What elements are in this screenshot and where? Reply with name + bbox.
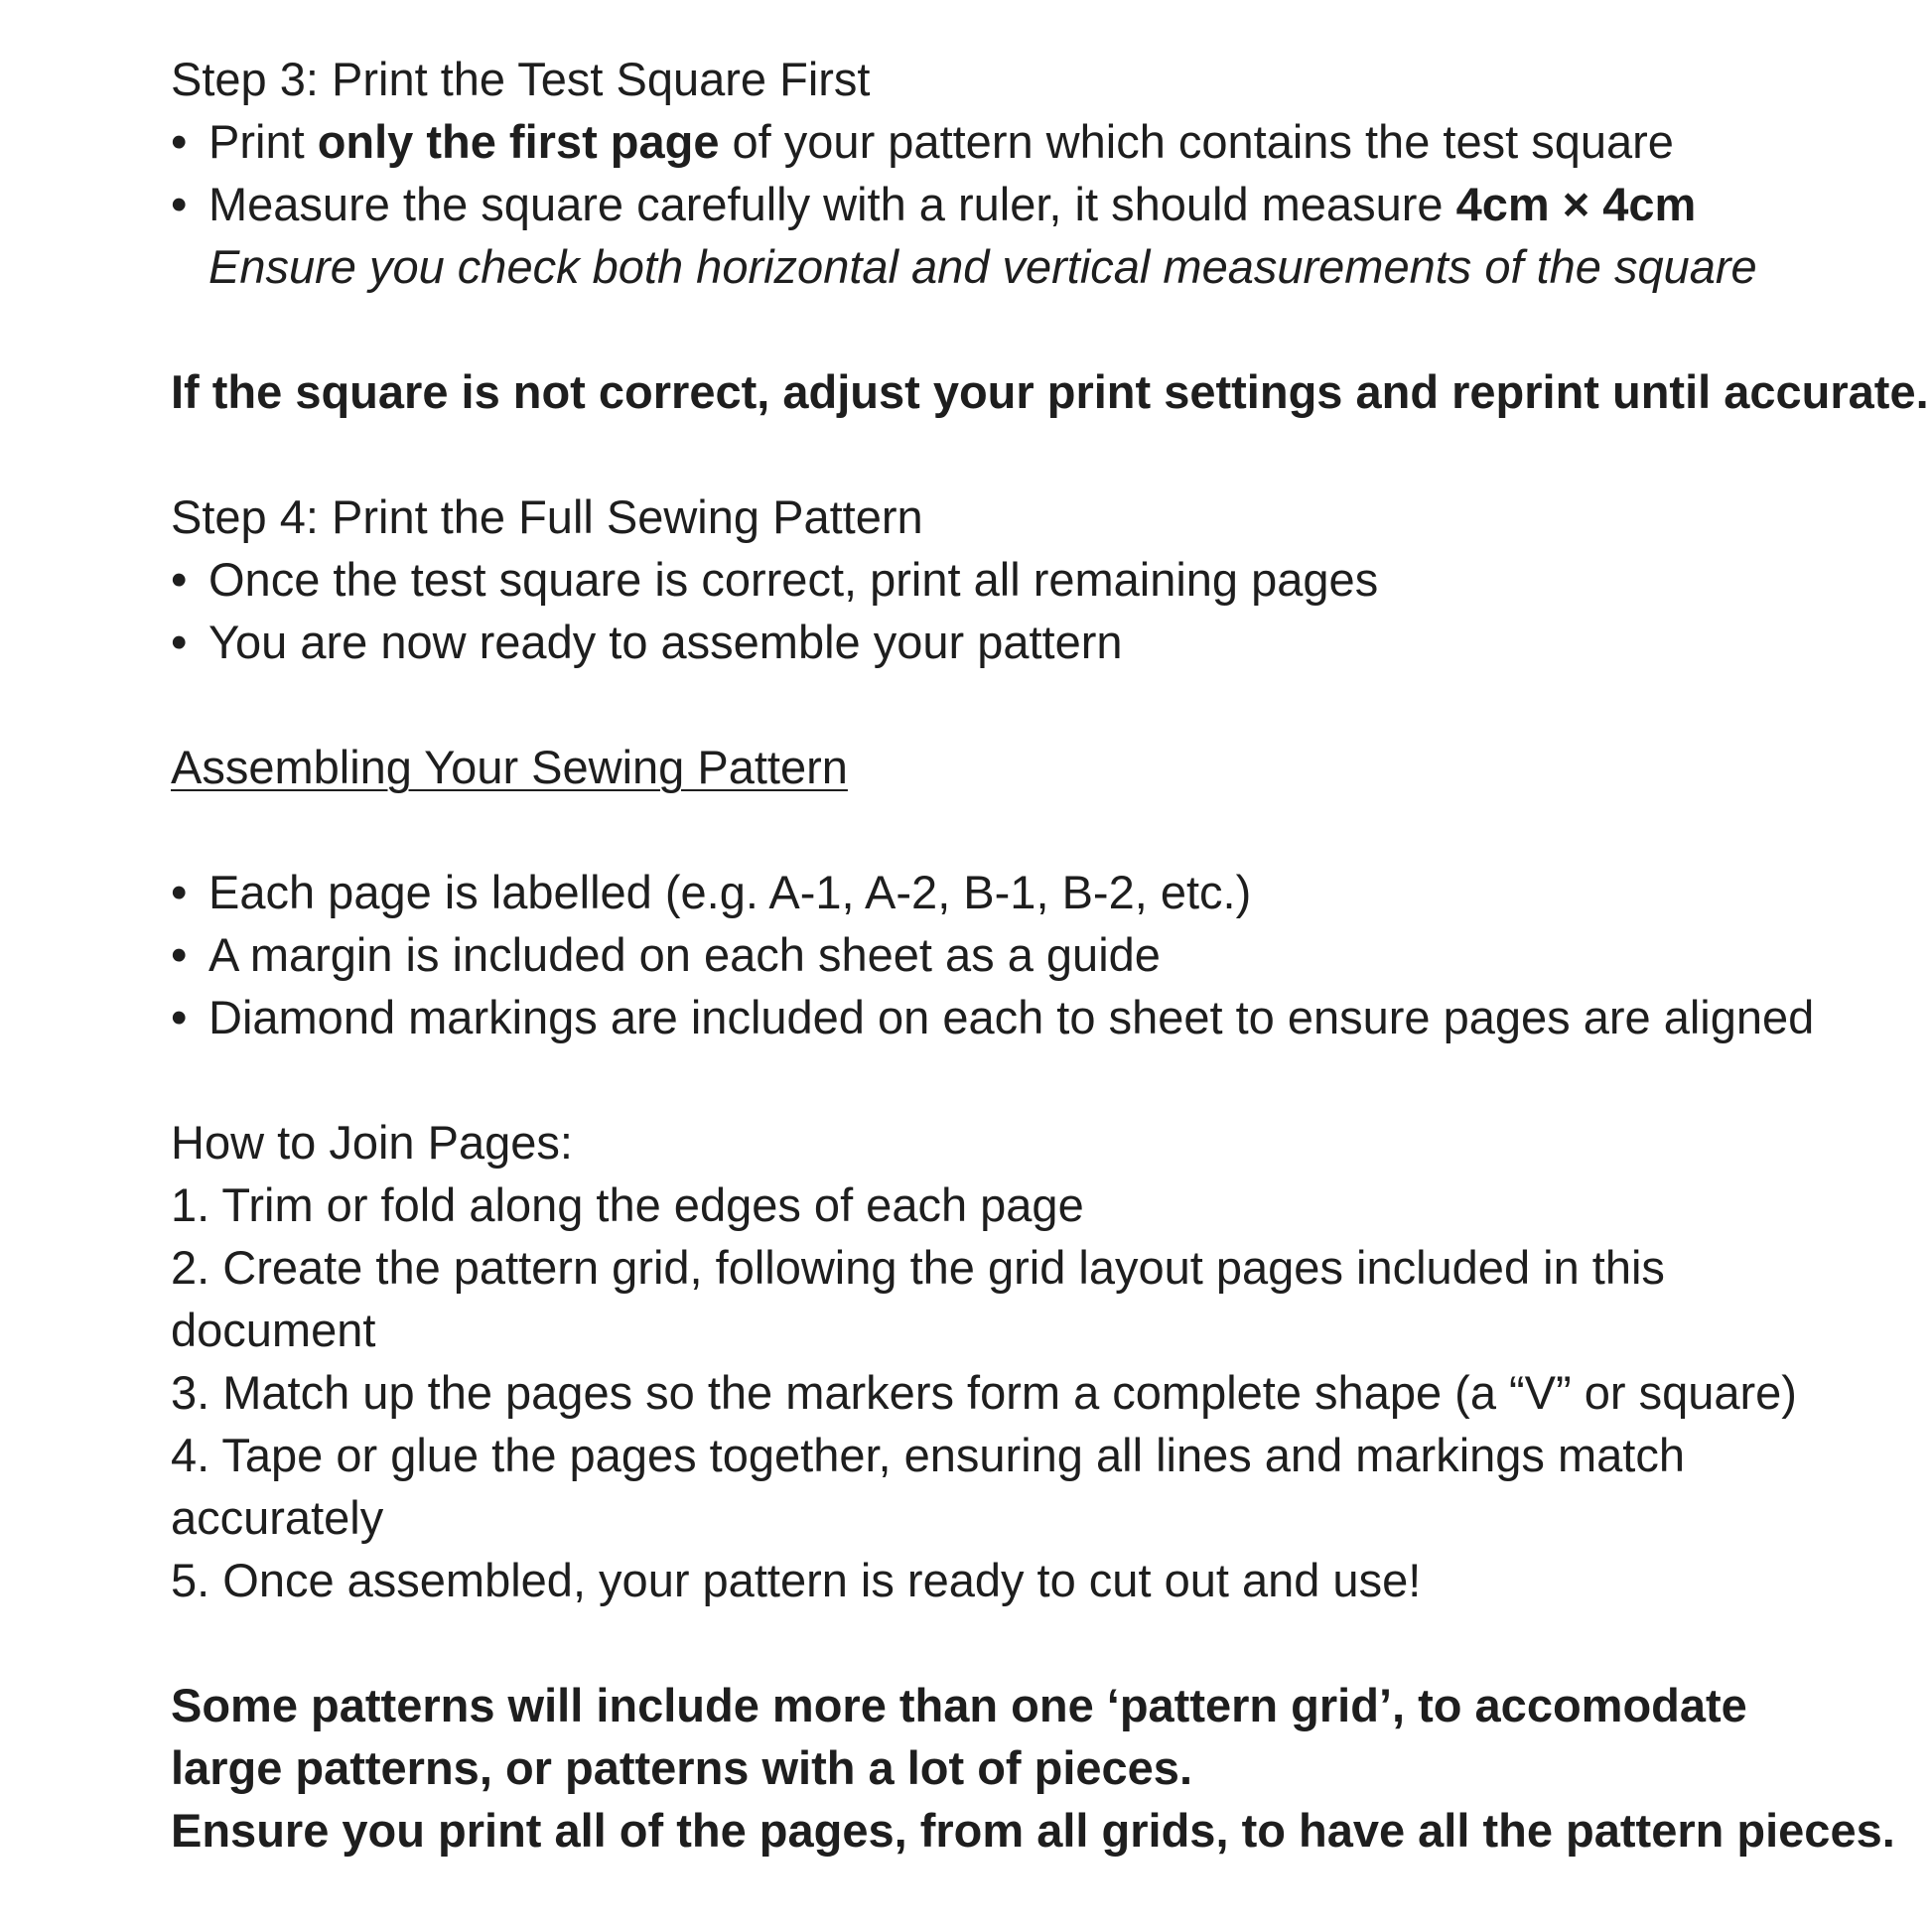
list-item: [171, 173, 1898, 235]
bullet-icon: •: [171, 991, 188, 1043]
step3-bullet2-pre: Measure the square carefully with a ruler, it should measure: [208, 178, 1456, 230]
bullet-icon: •: [171, 928, 188, 981]
instructions-document: [171, 48, 1929, 1862]
list-item: [171, 986, 1898, 1048]
step3-bullet1-post: of your pattern which contains the test square: [719, 115, 1674, 168]
join-step-4: 4. Tape or glue the pages together, ensuring all lines and markings match accurately: [171, 1429, 1685, 1544]
step3-bullet1-bold: only the first page: [317, 115, 720, 168]
list-item: [171, 611, 1898, 673]
join-step-1: 1. Trim or fold along the edges of each page: [171, 1178, 1084, 1231]
spacer: [171, 798, 1898, 861]
footer-note-print-all: Ensure you print all of the pages, from all grids, to have all the pattern pieces.: [171, 1804, 1895, 1857]
step3-warning: If the square is not correct, adjust your print settings and reprint until accurate.: [171, 365, 1929, 418]
assembling-heading: Assembling Your Sewing Pattern: [171, 741, 848, 793]
bullet-icon: •: [171, 866, 188, 918]
bullet-icon: •: [171, 115, 188, 168]
step3-bullet1-pre: Print: [208, 115, 318, 168]
bullet-icon: •: [171, 616, 188, 668]
list-item: [171, 548, 1898, 611]
bullet-icon: •: [171, 553, 188, 606]
join-step-3: 3. Match up the pages so the markers form a complete shape (a “V” or square): [171, 1366, 1797, 1419]
spacer: [171, 298, 1898, 360]
step4-heading: Step 4: Print the Full Sewing Pattern: [171, 490, 923, 543]
list-item: [171, 110, 1898, 173]
join-step-5: 5. Once assembled, your pattern is ready to cut out and use!: [171, 1554, 1422, 1606]
spacer: [171, 1611, 1898, 1674]
step3-heading: Step 3: Print the Test Square First: [171, 53, 871, 105]
join-heading: How to Join Pages:: [171, 1116, 573, 1169]
step4-bullet-text: Once the test square is correct, print all remaining pages: [208, 553, 1379, 606]
step3-bullet2-bold: 4cm × 4cm: [1455, 178, 1697, 230]
assembling-bullet-text: A margin is included on each sheet as a guide: [208, 928, 1161, 981]
spacer: [171, 673, 1898, 736]
footer-note-grids: Some patterns will include more than one ‘pattern grid’, to accomodate large patterns, or patterns with a lot of pieces.: [171, 1679, 1747, 1794]
step3-note: Ensure you check both horizontal and vertical measurements of the square: [208, 240, 1757, 293]
spacer: [171, 1048, 1898, 1111]
assembling-bullet-text: Diamond markings are included on each to sheet to ensure pages are aligned: [208, 991, 1815, 1043]
join-step-2: 2. Create the pattern grid, following the grid layout pages included in this document: [171, 1241, 1665, 1356]
assembling-bullet-text: Each page is labelled (e.g. A-1, A-2, B-1, B-2, etc.): [208, 866, 1252, 918]
list-item: [171, 923, 1898, 986]
list-item: [171, 861, 1898, 923]
spacer: [171, 423, 1898, 485]
bullet-icon: •: [171, 178, 188, 230]
step4-bullet-text: You are now ready to assemble your pattern: [208, 616, 1123, 668]
